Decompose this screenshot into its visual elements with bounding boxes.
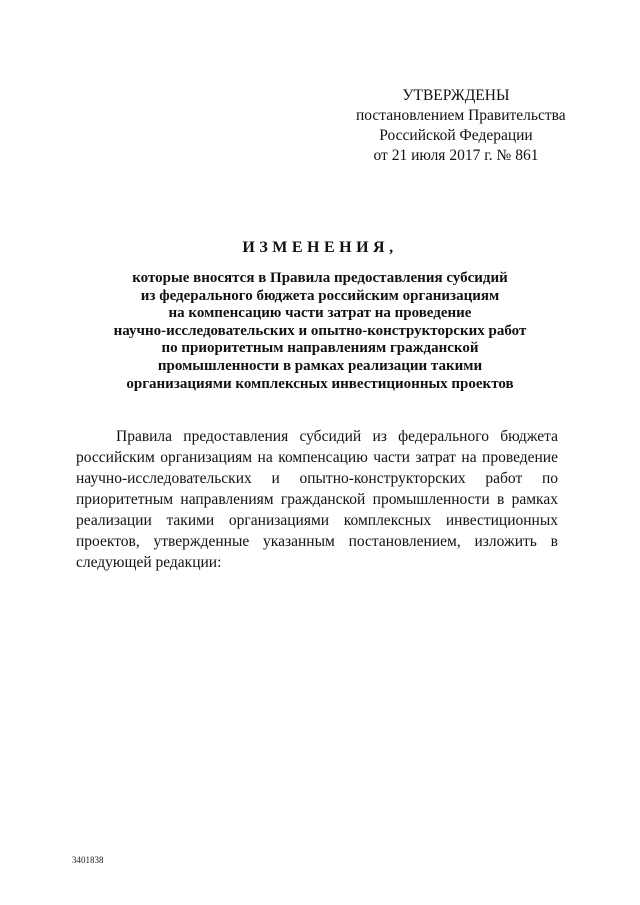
approval-date-number: от 21 июля 2017 г. № 861: [373, 147, 539, 164]
body-line: приоритетным направлениям гражданской промышленности в рамках: [76, 491, 558, 508]
body-line: российским организациям на компенсацию части затрат на проведение: [76, 449, 558, 466]
body-line: проектов, утвержденные указанным постановлением, изложить в: [76, 533, 558, 550]
subtitle-line: на компенсацию части затрат на проведение: [168, 305, 472, 322]
body-paragraph: [76, 426, 558, 573]
document-subtitle: [60, 270, 580, 393]
body-line: научно-исследовательских и опытно-конструкторских работ по: [76, 470, 558, 487]
approval-line: постановлением Правительства: [356, 107, 566, 124]
subtitle-line: по приоритетным направлениям гражданской: [161, 340, 479, 357]
body-line: следующей редакции:: [76, 554, 222, 571]
body-line: реализации такими организациями комплексных инвестиционных: [76, 512, 558, 529]
document-code: 3401838: [72, 855, 104, 865]
subtitle-line: научно-исследовательских и опытно-конструкторских работ: [113, 322, 527, 339]
subtitle-line: которые вносятся в Правила предоставления субсидий: [132, 270, 508, 286]
approval-stamp: [356, 86, 566, 166]
subtitle-line: промышленности в рамках реализации такими: [157, 357, 483, 374]
document-title: ИЗМЕНЕНИЯ,: [242, 239, 398, 256]
approval-line: Российской Федерации: [379, 127, 533, 144]
body-line: Правила предоставления субсидий из федерального бюджета: [116, 428, 558, 445]
subtitle-line: из федерального бюджета российским организациям: [140, 287, 500, 304]
approval-heading: УТВЕРЖДЕНЫ: [402, 87, 510, 104]
subtitle-line: организациями комплексных инвестиционных проектов: [126, 375, 514, 392]
document-heading: [60, 238, 580, 393]
